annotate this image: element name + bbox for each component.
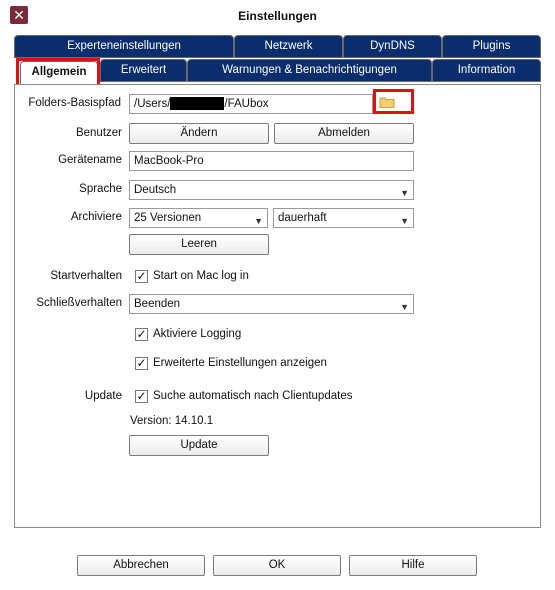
cancel-button-label: Abbrechen (113, 559, 169, 571)
update-label: Update (84, 390, 122, 402)
chevron-down-icon: ▼ (400, 216, 409, 226)
tab-dyndns[interactable]: DynDNS (343, 35, 442, 58)
title-bar (0, 0, 555, 30)
base-path-field[interactable] (129, 94, 373, 114)
update-button-label: Update (180, 439, 218, 451)
startup-checkbox-label: Start on Mac log in (153, 270, 249, 282)
logout-button[interactable] (274, 123, 414, 144)
cancel-button[interactable] (77, 555, 205, 576)
window-title: Einstellungen (238, 9, 317, 23)
folder-highlight-box (373, 89, 414, 114)
archive-label: Archiviere (70, 211, 122, 223)
language-value: Deutsch (134, 184, 177, 196)
close-icon[interactable]: ✕ (10, 6, 28, 24)
tab-allgemein[interactable]: Allgemein (20, 61, 98, 85)
base-path-prefix: /Users/ (134, 98, 171, 110)
change-button-label: Ändern (180, 127, 218, 139)
advanced-settings-label: Erweiterte Einstellungen anzeigen (153, 357, 327, 369)
tab-erweitert[interactable]: Erweitert (100, 59, 187, 82)
archive-versions-select[interactable] (129, 208, 268, 228)
close-behavior-value: Beenden (134, 298, 181, 310)
language-label: Sprache (79, 183, 122, 195)
tab-information[interactable]: Information (432, 59, 541, 82)
startup-label: Startverhalten (50, 270, 122, 282)
language-select[interactable] (129, 180, 414, 200)
change-user-button[interactable] (129, 123, 269, 144)
advanced-settings-checkbox[interactable]: ✓ (136, 356, 147, 370)
archive-duration-value: dauerhaft (278, 212, 327, 224)
update-button[interactable] (129, 435, 269, 456)
base-path-label: Folders-Basispfad (28, 97, 121, 109)
redaction-bar (170, 97, 224, 110)
close-behavior-select[interactable] (129, 294, 414, 314)
startup-checkbox[interactable]: ✓ (136, 269, 147, 283)
tab-experteneinstellungen[interactable]: Experteneinstellungen (14, 35, 234, 58)
chevron-down-icon: ▼ (254, 216, 263, 226)
device-name-field[interactable]: MacBook-Pro (129, 151, 414, 171)
tab-warnungen[interactable]: Warnungen & Benachrichtigungen (187, 59, 432, 82)
tab-plugins[interactable]: Plugins (442, 35, 541, 58)
clear-button-label: Leeren (181, 238, 217, 250)
close-behavior-label: Schließverhalten (36, 297, 122, 309)
clear-button[interactable] (129, 234, 269, 255)
version-text: Version: 14.10.1 (130, 415, 214, 427)
device-name-label: Gerätename (58, 154, 122, 166)
help-button[interactable] (349, 555, 477, 576)
help-button-label: Hilfe (401, 559, 425, 571)
archive-duration-select[interactable] (273, 208, 414, 228)
auto-update-label: Suche automatisch nach Clientupdates (153, 390, 353, 402)
chevron-down-icon: ▼ (400, 302, 409, 312)
chevron-down-icon: ▼ (400, 188, 409, 198)
base-path-suffix: /FAUbox (224, 98, 269, 110)
logout-button-label: Abmelden (318, 127, 370, 139)
tab-netzwerk[interactable]: Netzwerk (234, 35, 343, 58)
user-label: Benutzer (75, 127, 122, 139)
auto-update-checkbox[interactable]: ✓ (136, 389, 147, 403)
ok-button-label: OK (268, 559, 286, 571)
archive-versions-value: 25 Versionen (134, 212, 202, 224)
ok-button[interactable] (213, 555, 341, 576)
logging-checkbox-label: Aktiviere Logging (153, 328, 242, 340)
logging-checkbox[interactable]: ✓ (136, 327, 147, 341)
